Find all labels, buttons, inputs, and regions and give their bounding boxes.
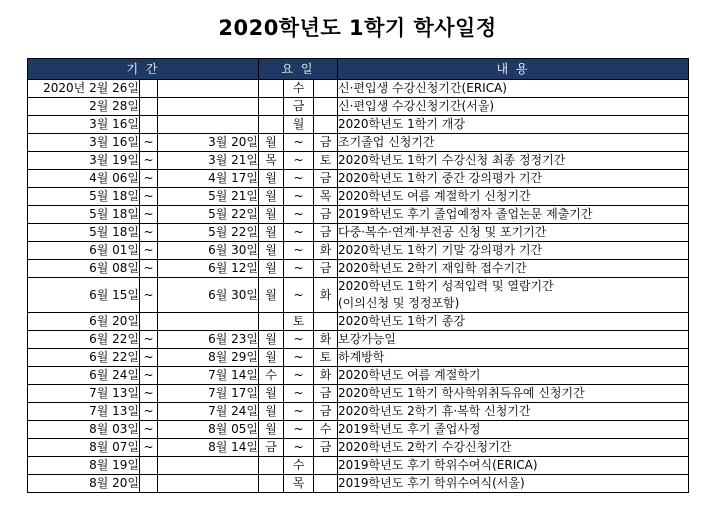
period-tilde-cell: ~	[140, 224, 158, 242]
start-day-cell	[259, 313, 284, 331]
content-cell: 2020학년도 2학기 재입학 접수기간	[338, 260, 689, 278]
day-mid-cell: ~	[284, 278, 314, 313]
end-date-cell: 7월 14일	[158, 367, 259, 385]
end-day-cell: 금	[314, 170, 338, 188]
end-day-cell	[314, 313, 338, 331]
day-mid-cell: ~	[284, 331, 314, 349]
period-tilde-cell: ~	[140, 152, 158, 170]
day-mid-cell: ~	[284, 134, 314, 152]
content-cell: 2020학년도 1학기 수강신청 최종 정정기간	[338, 152, 689, 170]
end-day-cell: 화	[314, 367, 338, 385]
period-tilde-cell: ~	[140, 260, 158, 278]
period-tilde-cell: ~	[140, 349, 158, 367]
start-day-cell: 월	[259, 224, 284, 242]
start-day-cell: 월	[259, 421, 284, 439]
end-date-cell: 7월 17일	[158, 385, 259, 403]
content-cell: 2020학년도 1학기 학사학위취득유예 신청기간	[338, 385, 689, 403]
end-day-cell: 수	[314, 421, 338, 439]
period-tilde-cell	[140, 457, 158, 475]
start-date-cell: 6월 22일	[28, 331, 140, 349]
day-mid-cell: ~	[284, 421, 314, 439]
end-date-cell: 6월 30일	[158, 278, 259, 313]
start-date-cell: 8월 07일	[28, 439, 140, 457]
end-day-cell: 금	[314, 439, 338, 457]
period-tilde-cell: ~	[140, 206, 158, 224]
end-date-cell: 8월 14일	[158, 439, 259, 457]
content-cell	[338, 278, 689, 313]
start-date-cell: 5월 18일	[28, 188, 140, 206]
start-date-cell: 6월 08일	[28, 260, 140, 278]
period-tilde-cell: ~	[140, 188, 158, 206]
period-tilde-cell: ~	[140, 421, 158, 439]
start-day-cell: 월	[259, 206, 284, 224]
table-row	[28, 439, 689, 457]
start-day-cell: 월	[259, 188, 284, 206]
day-mid-cell: ~	[284, 224, 314, 242]
end-date-cell	[158, 313, 259, 331]
end-date-cell: 3월 20일	[158, 134, 259, 152]
content-line-1: 2020학년도 1학기 성적입력 및 열람기간	[338, 279, 554, 293]
end-date-cell: 6월 23일	[158, 331, 259, 349]
start-day-cell	[259, 475, 284, 493]
content-cell: 2019학년도 후기 졸업사정	[338, 421, 689, 439]
period-tilde-cell: ~	[140, 242, 158, 260]
table-row	[28, 313, 689, 331]
content-cell: 신·편입생 수강신청기간(서울)	[338, 98, 689, 116]
content-cell: 2020학년도 2학기 휴·복학 신청기간	[338, 403, 689, 421]
day-mid-cell: 월	[284, 116, 314, 134]
table-row	[28, 242, 689, 260]
end-date-cell	[158, 457, 259, 475]
table-row	[28, 170, 689, 188]
table-row	[28, 367, 689, 385]
content-cell: 2019학년도 후기 학위수여식(서울)	[338, 475, 689, 493]
period-tilde-cell: ~	[140, 385, 158, 403]
start-date-cell: 4월 06일	[28, 170, 140, 188]
day-mid-cell: ~	[284, 367, 314, 385]
start-date-cell: 7월 13일	[28, 403, 140, 421]
period-tilde-cell: ~	[140, 367, 158, 385]
end-date-cell	[158, 475, 259, 493]
start-day-cell: 수	[259, 367, 284, 385]
end-date-cell: 4월 17일	[158, 170, 259, 188]
end-day-cell: 금	[314, 224, 338, 242]
end-day-cell: 화	[314, 242, 338, 260]
content-cell: 조기졸업 신청기간	[338, 134, 689, 152]
end-date-cell: 7월 24일	[158, 403, 259, 421]
end-day-cell: 금	[314, 206, 338, 224]
period-tilde-cell	[140, 98, 158, 116]
header-day: 요 일	[259, 59, 338, 80]
period-tilde-cell: ~	[140, 170, 158, 188]
period-tilde-cell	[140, 313, 158, 331]
table-row	[28, 116, 689, 134]
start-date-cell: 7월 13일	[28, 385, 140, 403]
table-header-row	[28, 59, 689, 80]
content-cell: 2020학년도 여름 계절학기	[338, 367, 689, 385]
end-day-cell: 금	[314, 134, 338, 152]
day-mid-cell: ~	[284, 403, 314, 421]
end-day-cell	[314, 475, 338, 493]
end-day-cell: 화	[314, 278, 338, 313]
end-day-cell: 금	[314, 403, 338, 421]
content-cell: 다중·복수·연계·부전공 신청 및 포기기간	[338, 224, 689, 242]
day-mid-cell: 수	[284, 80, 314, 98]
start-day-cell: 월	[259, 349, 284, 367]
start-date-cell: 5월 18일	[28, 206, 140, 224]
end-day-cell: 금	[314, 385, 338, 403]
end-date-cell: 3월 21일	[158, 152, 259, 170]
table-row	[28, 457, 689, 475]
day-mid-cell: 목	[284, 475, 314, 493]
start-day-cell: 월	[259, 403, 284, 421]
start-date-cell: 8월 20일	[28, 475, 140, 493]
table-row	[28, 134, 689, 152]
day-mid-cell: ~	[284, 188, 314, 206]
start-day-cell: 월	[259, 134, 284, 152]
start-date-cell: 2020년 2월 26일	[28, 80, 140, 98]
day-mid-cell: ~	[284, 170, 314, 188]
start-date-cell: 2월 28일	[28, 98, 140, 116]
end-day-cell: 목	[314, 188, 338, 206]
start-date-cell: 6월 01일	[28, 242, 140, 260]
end-date-cell: 6월 12일	[158, 260, 259, 278]
start-date-cell: 6월 22일	[28, 349, 140, 367]
content-cell: 2020학년도 1학기 기말 강의평가 기간	[338, 242, 689, 260]
day-mid-cell: ~	[284, 152, 314, 170]
day-mid-cell: ~	[284, 260, 314, 278]
start-day-cell	[259, 457, 284, 475]
day-mid-cell: ~	[284, 349, 314, 367]
start-day-cell: 목	[259, 152, 284, 170]
day-mid-cell: 수	[284, 457, 314, 475]
table-row	[28, 278, 689, 313]
content-cell: 2019학년도 후기 학위수여식(ERICA)	[338, 457, 689, 475]
start-day-cell: 월	[259, 242, 284, 260]
content-cell: 2020학년도 1학기 중간 강의평가 기간	[338, 170, 689, 188]
table-row	[28, 349, 689, 367]
period-tilde-cell: ~	[140, 278, 158, 313]
start-day-cell: 월	[259, 331, 284, 349]
content-cell: 2020학년도 2학기 수강신청기간	[338, 439, 689, 457]
start-day-cell: 월	[259, 385, 284, 403]
end-date-cell: 8월 29일	[158, 349, 259, 367]
period-tilde-cell	[140, 475, 158, 493]
end-date-cell: 5월 21일	[158, 188, 259, 206]
content-line-2: (이의신청 및 정정포함)	[338, 296, 460, 310]
start-day-cell	[259, 116, 284, 134]
start-day-cell: 월	[259, 260, 284, 278]
end-date-cell	[158, 80, 259, 98]
table-row	[28, 403, 689, 421]
start-day-cell: 월	[259, 170, 284, 188]
table-row	[28, 152, 689, 170]
content-cell: 하계방학	[338, 349, 689, 367]
header-content: 내 용	[338, 59, 689, 80]
end-day-cell	[314, 457, 338, 475]
start-date-cell: 3월 16일	[28, 116, 140, 134]
start-day-cell	[259, 80, 284, 98]
end-day-cell: 화	[314, 331, 338, 349]
period-tilde-cell: ~	[140, 439, 158, 457]
table-row	[28, 224, 689, 242]
end-date-cell: 6월 30일	[158, 242, 259, 260]
content-cell: 2020학년도 1학기 개강	[338, 116, 689, 134]
end-date-cell: 5월 22일	[158, 206, 259, 224]
content-cell: 보강가능일	[338, 331, 689, 349]
schedule-table	[27, 58, 689, 493]
content-cell: 2020학년도 여름 계절학기 신청기간	[338, 188, 689, 206]
end-day-cell: 토	[314, 349, 338, 367]
table-row	[28, 421, 689, 439]
content-cell: 2019학년도 후기 졸업예정자 졸업논문 제출기간	[338, 206, 689, 224]
end-day-cell	[314, 80, 338, 98]
content-cell: 신·편입생 수강신청기간(ERICA)	[338, 80, 689, 98]
table-row	[28, 98, 689, 116]
period-tilde-cell	[140, 116, 158, 134]
end-date-cell: 8월 05일	[158, 421, 259, 439]
start-date-cell: 6월 24일	[28, 367, 140, 385]
end-day-cell	[314, 98, 338, 116]
day-mid-cell: ~	[284, 206, 314, 224]
period-tilde-cell: ~	[140, 134, 158, 152]
table-row	[28, 188, 689, 206]
start-day-cell	[259, 98, 284, 116]
page-title: 2020학년도 1학기 학사일정	[218, 16, 497, 40]
start-date-cell: 6월 20일	[28, 313, 140, 331]
content-cell: 2020학년도 1학기 종강	[338, 313, 689, 331]
start-day-cell: 월	[259, 278, 284, 313]
end-day-cell: 금	[314, 260, 338, 278]
table-row	[28, 260, 689, 278]
start-date-cell: 3월 16일	[28, 134, 140, 152]
day-mid-cell: ~	[284, 385, 314, 403]
start-day-cell: 금	[259, 439, 284, 457]
period-tilde-cell: ~	[140, 403, 158, 421]
table-row	[28, 331, 689, 349]
period-tilde-cell	[140, 80, 158, 98]
table-row	[28, 475, 689, 493]
header-period: 기 간	[28, 59, 259, 80]
day-mid-cell: ~	[284, 439, 314, 457]
period-tilde-cell: ~	[140, 331, 158, 349]
end-day-cell: 토	[314, 152, 338, 170]
start-date-cell: 8월 03일	[28, 421, 140, 439]
day-mid-cell: 토	[284, 313, 314, 331]
table-row	[28, 385, 689, 403]
table-row	[28, 80, 689, 98]
end-date-cell	[158, 98, 259, 116]
end-date-cell: 5월 22일	[158, 224, 259, 242]
end-day-cell	[314, 116, 338, 134]
day-mid-cell: 금	[284, 98, 314, 116]
day-mid-cell: ~	[284, 242, 314, 260]
table-row	[28, 206, 689, 224]
start-date-cell: 3월 19일	[28, 152, 140, 170]
start-date-cell: 6월 15일	[28, 278, 140, 313]
start-date-cell: 8월 19일	[28, 457, 140, 475]
start-date-cell: 5월 18일	[28, 224, 140, 242]
end-date-cell	[158, 116, 259, 134]
